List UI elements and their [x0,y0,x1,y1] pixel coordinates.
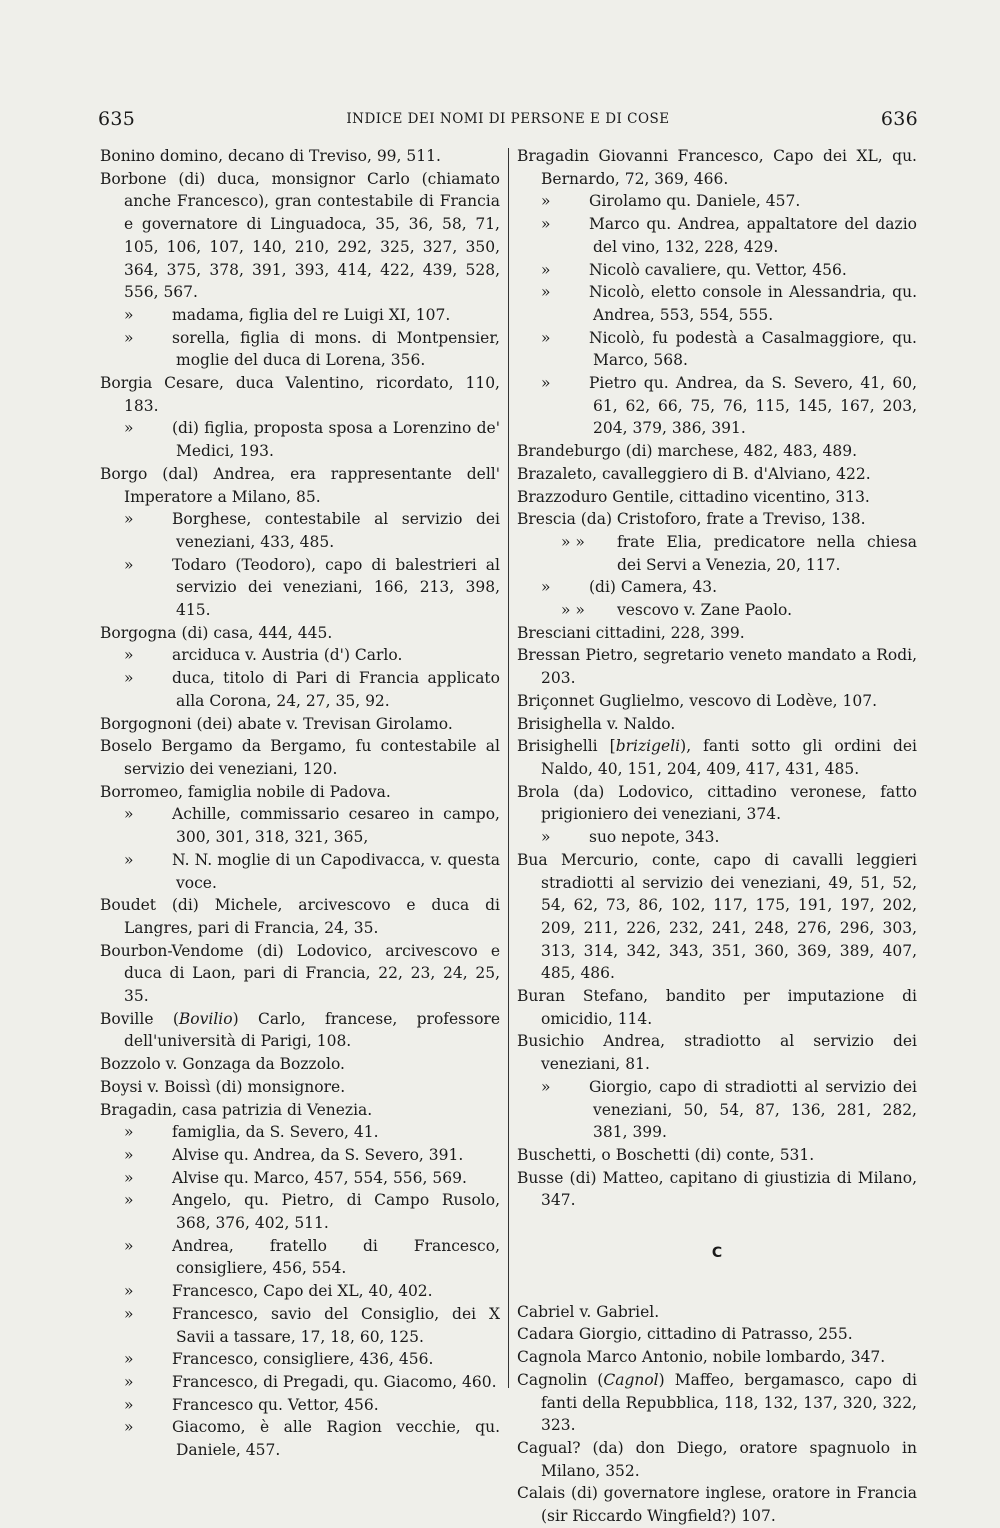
index-entry [100,1008,500,1053]
index-entry: Bragadin Giovanni Francesco, Capo dei XL, qu. Bernardo, 72, 369, 466. [517,147,917,188]
index-subentry [100,667,500,712]
subentry-text: Achille, commissario cesareo in campo, 300, 301, 318, 321, 365, [172,805,500,847]
index-subentry [517,1076,917,1144]
index-entry: Cabriel v. Gabriel. [517,1302,660,1321]
index-entry: Brandeburgo (di) marchese, 482, 483, 489. [517,442,858,461]
index-entry: Borromeo, famiglia nobile di Padova. [100,782,391,801]
index-entry: Borgogna (di) casa, 444, 445. [100,623,333,642]
ditto-mark: » [541,283,551,302]
subentry-text: suo nepote, 343. [589,828,720,847]
subentry-text: Alvise qu. Marco, 457, 554, 556, 569. [172,1168,467,1187]
subentry-text: frate Elia, predicatore nella chiesa dei Servi a Venezia, 20, 117. [617,532,917,574]
subentry-text: Francesco, savio del Consiglio, dei X Savii a tassare, 17, 18, 60, 125. [172,1304,500,1346]
ditto-mark: » [124,1123,134,1142]
subentry-text: Giorgio, capo di stradiotti al servizio dei veneziani, 50, 54, 87, 136, 281, 282, 381, 399. [589,1077,917,1142]
index-entry: Buschetti, o Boschetti (di) conte, 531. [517,1145,815,1164]
index-entry: Boudet (di) Michele, arcivescovo e duca di Langres, pari di Francia, 24, 35. [100,896,500,937]
ditto-mark: » [541,192,551,211]
index-entry: Boselo Bergamo da Bergamo, fu contestabile al servizio dei veneziani, 120. [100,737,500,778]
entry-text: ) Carlo, francese, professore dell'università di Parigi, 108. [124,1009,501,1051]
subentry-text: Girolamo qu. Daniele, 457. [589,192,801,211]
index-entry: Cagual? (da) don Diego, oratore spagnuolo in Milano, 352. [517,1438,917,1480]
subentry-text: Andrea, fratello di Francesco, consigliere, 456, 554. [172,1236,500,1278]
index-entry: Bua Mercurio, conte, capo di cavalli leggieri stradiotti al servizio dei veneziani, 49, 51, 52, 54, 62, 73, 86, 102, 117, 175, 191, 197, 202, 209, 211, 226, 232, 241, 248, 276, 296, 303, 313, 314, 342, 343, 351, 360, 369, 389, 407, 485, 486. [517,850,917,983]
index-subentry [517,327,917,372]
entry-text: ), fanti sotto gli ordini dei Naldo, 40, 151, 204, 409, 417, 431, 485. [541,737,918,778]
subentry-text: Pietro qu. Andrea, da S. Severo, 41, 60, 61, 62, 66, 75, 76, 115, 145, 167, 203, 204, 379, 386, 391. [589,374,917,438]
subentry-text: vescovo v. Zane Paolo. [617,601,793,620]
ditto-mark: » [541,215,551,234]
subentry-text: Francesco, Capo dei XL, 40, 402. [172,1282,433,1301]
ditto-mark: » [124,1145,134,1164]
index-entry: Buran Stefano, bandito per imputazione di omicidio, 114. [517,987,917,1028]
index-entry: Borbone (di) duca, monsignor Carlo (chiamato anche Francesco), gran contestabile di Francia e governatore di Linguadoca, 35, 36, 58, 71, 105, 106, 107, 140, 210, 292, 325, 327, 350, 364, 375, 378, 391, 393, 414, 422, 439, 528, 556, 567. [100,169,500,302]
index-entry: Calais (di) governatore inglese, oratore in Francia (sir Riccardo Wingfield?) 107. [517,1484,917,1526]
entry-text: Boville ( [100,1009,179,1028]
index-entry: Borgia Cesare, duca Valentino, ricordato, 110, 183. [100,374,500,415]
index-subentry [517,599,917,622]
ditto-mark: » » [561,532,585,551]
subentry-text: Francesco qu. Vettor, 456. [172,1395,379,1414]
subentry-text: Nicolò, eletto console in Alessandria, qu. Andrea, 553, 554, 555. [589,283,917,324]
entry-text: Brisighelli [ [517,737,616,756]
index-subentry [100,554,500,622]
index-subentry [100,1144,500,1167]
subentry-text: Giacomo, è alle Ragion vecchie, qu. Daniele, 457. [172,1418,500,1460]
index-subentry [100,803,500,848]
subentry-text: Marco qu. Andrea, appaltatore del dazio del vino, 132, 228, 429. [589,215,917,256]
subentry-text: (di) figlia, proposta sposa a Lorenzino de' Medici, 193. [172,419,500,461]
index-entry: Brola (da) Lodovico, cittadino veronese, fatto prigioniero dei veneziani, 374. [517,782,917,824]
index-subentry [100,1394,500,1417]
subentry-text: sorella, figlia di mons. di Montpensier, moglie del duca di Lorena, 356. [172,328,500,370]
index-subentry [100,849,500,894]
entry-text: Cagnolin ( [517,1370,604,1389]
ditto-mark: » [124,646,134,665]
subentry-text: arciduca v. Austria (d') Carlo. [172,646,403,665]
ditto-mark: » [124,555,134,574]
page-number-left: 635 [98,108,136,130]
ditto-mark: » [541,260,551,279]
index-entry: Boysi v. Boissì (di) monsignore. [100,1077,346,1096]
index-subentry [100,1167,500,1190]
ditto-mark: » [124,1282,134,1301]
index-entry: Busichio Andrea, stradiotto al servizio dei veneziani, 81. [517,1032,917,1074]
ditto-mark: » » [561,601,585,620]
index-entry: Bonino domino, decano di Treviso, 99, 511. [100,147,441,165]
index-entry: Briçonnet Guglielmo, vescovo di Lodève, 107. [517,691,878,710]
entry-italic: Bovilio [178,1009,233,1028]
subentry-text: Nicolò cavaliere, qu. Vettor, 456. [589,260,847,279]
ditto-mark: » [124,669,134,688]
index-entry: Busse (di) Matteo, capitano di giustizia di Milano, 347. [517,1168,917,1210]
index-entry: Bresciani cittadini, 228, 399. [517,623,745,642]
entry-text: ) Maffeo, bergamasco, capo di fanti della Repubblica, 118, 132, 137, 320, 322, 323. [541,1370,917,1435]
index-entry: Brescia (da) Cristoforo, frate a Treviso, 138. [517,510,866,529]
index-subentry [517,281,917,326]
index-subentry [100,1348,500,1371]
index-subentry [100,1189,500,1234]
subentry-text: Angelo, qu. Pietro, di Campo Rusolo, 368, 376, 402, 511. [172,1191,500,1233]
entry-italic: brizigeli [615,737,681,756]
index-entry: Bozzolo v. Gonzaga da Bozzolo. [100,1055,345,1074]
index-subentry [100,1303,500,1348]
index-entry: Cadara Giorgio, cittadino di Patrasso, 255. [517,1325,853,1344]
running-header [98,108,918,132]
subentry-text: famiglia, da S. Severo, 41. [172,1123,379,1142]
index-entry: Cagnola Marco Antonio, nobile lombardo, 347. [517,1348,886,1367]
ditto-mark: » [541,374,551,393]
ditto-mark: » [124,1191,134,1210]
index-entry [517,1369,917,1437]
index-entry [517,735,917,780]
right-column [517,145,917,1528]
index-subentry [100,1416,500,1461]
index-subentry [517,190,917,213]
index-entry: Brazzoduro Gentile, cittadino vicentino, 313. [517,487,870,506]
index-subentry [517,213,917,258]
index-subentry [517,531,917,576]
index-subentry [517,372,917,440]
ditto-mark: » [124,1236,134,1255]
ditto-mark: » [124,1168,134,1187]
index-subentry [517,576,917,599]
subentry-text: N. N. moglie di un Capodivacca, v. questa voce. [172,850,500,892]
ditto-mark: » [124,510,134,529]
index-subentry [100,327,500,372]
index-subentry [517,826,917,849]
index-subentry [100,1235,500,1280]
subentry-text: madama, figlia del re Luigi XI, 107. [172,305,451,324]
subentry-text: Francesco, consigliere, 436, 456. [172,1350,434,1369]
subentry-text: duca, titolo di Pari di Francia applicato alla Corona, 24, 27, 35, 92. [172,669,500,710]
index-subentry [100,508,500,553]
ditto-mark: » [124,305,134,324]
ditto-mark: » [541,328,551,347]
index-entry: Bressan Pietro, segretario veneto mandato a Rodi, 203. [517,646,917,688]
ditto-mark: » [124,850,134,869]
column-divider [508,148,509,1388]
index-subentry [100,304,500,327]
ditto-mark: » [541,1077,551,1096]
index-entry: Borgo (dal) Andrea, era rappresentante dell' Imperatore a Milano, 85. [100,464,500,506]
index-entry: Bragadin, casa patrizia di Venezia. [100,1100,373,1119]
section-letter: C [711,1245,723,1262]
subentry-text: (di) Camera, 43. [589,578,718,597]
ditto-mark: » [124,1304,134,1323]
index-subentry [100,1121,500,1144]
ditto-mark: » [124,805,134,824]
ditto-mark: » [124,1372,134,1391]
index-subentry [100,644,500,667]
ditto-mark: » [124,1418,134,1437]
page-number-right: 636 [880,108,918,130]
index-subentry [100,1371,500,1394]
left-column [100,145,500,1462]
subentry-text: Borghese, contestabile al servizio dei veneziani, 433, 485. [172,510,500,551]
index-entry: Brisighella v. Naldo. [517,714,676,733]
index-entry: Brazaleto, cavalleggiero di B. d'Alviano, 422. [517,464,871,483]
ditto-mark: » [541,828,551,847]
index-subentry [100,417,500,462]
index-entry: Borgognoni (dei) abate v. Trevisan Girolamo. [100,714,453,733]
subentry-text: Nicolò, fu podestà a Casalmaggiore, qu. Marco, 568. [589,328,917,370]
subentry-text: Francesco, di Pregadi, qu. Giacomo, 460. [172,1372,497,1391]
index-entry: Bourbon-Vendome (di) Lodovico, arcivescovo e duca di Laon, pari di Francia, 22, 23, 24, 25, 35. [100,941,500,1006]
ditto-mark: » [541,578,551,597]
running-title: INDICE DEI NOMI DI PERSONE E DI COSE [346,111,670,127]
subentry-text: Alvise qu. Andrea, da S. Severo, 391. [172,1145,464,1164]
index-subentry [100,1280,500,1303]
entry-italic: Cagnol [603,1370,659,1389]
ditto-mark: » [124,1350,134,1369]
ditto-mark: » [124,328,134,347]
index-subentry [517,259,917,282]
subentry-text: Todaro (Teodoro), capo di balestrieri al servizio dei veneziani, 166, 213, 398, 415. [172,555,500,620]
ditto-mark: » [124,1395,134,1414]
ditto-mark: » [124,419,134,438]
